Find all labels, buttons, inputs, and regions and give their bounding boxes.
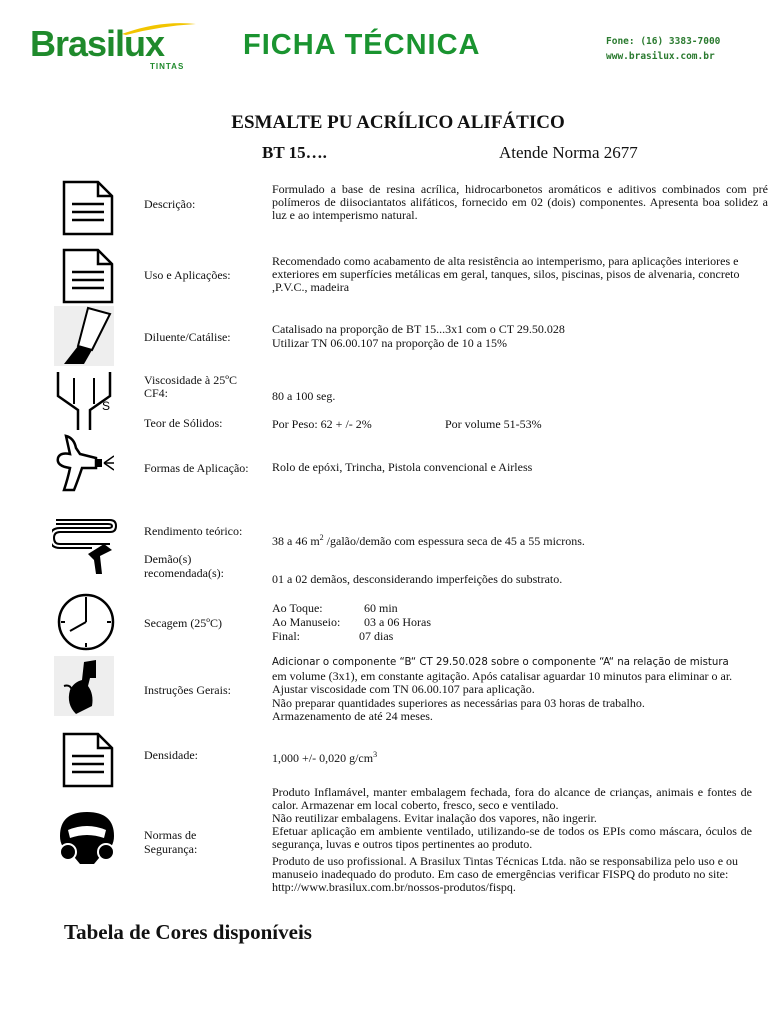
value-demaos: 01 a 02 demãos, desconsiderando imperfeições do substrato.	[272, 572, 563, 586]
product-code: BT 15….	[262, 143, 327, 162]
value-normas-p2: Não reutilizar embalagens. Evitar inalação dos vapores, não ingerir.	[272, 811, 597, 825]
value-instrucoes-line1: Adicionar o componente “B“ CT 29.50.028 sobre o componente “A“ na relação de mistura	[272, 657, 729, 668]
value-instrucoes-line3: Não preparar quantidades superiores as necessárias para 03 horas de trabalho.	[272, 696, 645, 710]
document-title: FICHA TÉCNICA	[243, 29, 481, 61]
label-demaos-recomendadas: recomendada(s):	[144, 566, 224, 580]
label-densidade: Densidade:	[144, 748, 198, 762]
secagem-final-value: 07 dias	[359, 629, 394, 643]
label-rendimento: Rendimento teórico:	[144, 524, 243, 538]
label-formas-aplicacao: Formas de Aplicação:	[144, 461, 249, 475]
label-viscosidade-cf4: CF4:	[144, 386, 169, 400]
respirator-mask-icon	[54, 808, 120, 868]
label-demaos: Demão(s)	[144, 552, 192, 566]
value-densidade: 1,000 +/- 0,020 $g/cm^3$	[272, 750, 378, 765]
label-secagem: Secagem (25ºC)	[144, 616, 223, 630]
clock-icon	[56, 592, 116, 652]
label-descricao: Descrição:	[144, 197, 196, 211]
label-teor-solidos: Teor de Sólidos:	[144, 416, 223, 430]
colors-table-title: Tabela de Cores disponíveis	[64, 920, 312, 944]
document-icon	[58, 178, 118, 238]
brand-logo-subtitle: TINTAS	[150, 62, 185, 71]
product-name: ESMALTE PU ACRÍLICO ALIFÁTICO	[231, 112, 565, 133]
phone-number: Fone: (16) 3383-7000	[606, 36, 721, 47]
label-instrucoes: Instruções Gerais:	[144, 683, 231, 697]
value-normas-p1: Produto Inflamável, manter embalagem fechada, fora do alcance de crianças, animais e fontes de calor. Armazenar em local coberto, fresco, seco e ventilado.	[272, 785, 752, 812]
label-normas-seguranca: Segurança:	[144, 842, 198, 856]
value-diluente-line2: Utilizar TN 06.00.107 na proporção de 10 a 15%	[272, 336, 508, 350]
label-viscosidade: Viscosidade à 25ºC	[144, 373, 237, 387]
viscosity-cup-icon	[54, 370, 114, 430]
secagem-manuseio-key: Ao Manuseio:	[272, 615, 341, 629]
value-diluente-line1: Catalisado na proporção de BT 15...3x1 com o CT 29.50.028	[272, 322, 565, 336]
value-rendimento: 38 a 46 $m^2$ /galão/demão com espessura seca de 45 a 55 microns.	[272, 533, 585, 548]
value-normas-p4: Produto de uso profissional. A Brasilux Tintas Técnicas Ltda. não se responsabiliza pelo uso e ou manuseio inadequado do produto. Em caso de emergências verificar FISPQ do produto no site: http://www.brasilux.com.br/nossos-produtos/fispq.	[272, 854, 739, 894]
value-descricao: Formulado a base de resina acrílica, hidrocarbonetos aromáticos e aditivos combinados com pré polímeros de diisociantatos alifáticos, fornecido em 02 (dois) componentes. Apresenta boa solidez a luz e ao intemperismo natural.	[272, 182, 768, 222]
label-normas: Normas de	[144, 828, 197, 842]
document-icon	[58, 730, 118, 790]
website-link[interactable]: www.brasilux.com.br	[606, 51, 715, 62]
spatula-icon	[54, 306, 114, 366]
value-uso-aplicacoes: Recomendado como acabamento de alta resistência ao intemperismo, para aplicações interiores e exteriores em superfícies metálicas em geral, tanques, silos, piscinas, pisos de alvenaria, concreto ,P.V.C., madeira	[272, 254, 740, 294]
value-normas-p3: Efetuar aplicação em ambiente ventilado, utilizando-se de todos os EPIs como máscara, óculos de segurança, luvas e outros tipos pertinentes ao produto.	[272, 824, 752, 851]
hand-spray-icon	[54, 656, 114, 716]
value-instrucoes-line4: Armazenamento de até 24 meses.	[272, 709, 433, 723]
secagem-toque-value: 60 min	[364, 601, 398, 615]
secagem-manuseio-value: 03 a 06 Horas	[364, 615, 431, 629]
document-icon	[58, 246, 118, 306]
secagem-final-key: Final:	[272, 629, 301, 643]
secagem-toque-key: Ao Toque:	[272, 601, 323, 615]
value-instrucoes-text: em volume (3x1), em constante agitação. Após catalisar aguardar 10 minutos para eliminar o ar. Ajustar viscosidade com TN 06.00.107 para aplicação.	[272, 669, 733, 696]
value-solidos-peso: Por Peso: 62 + /- 2%	[272, 417, 372, 431]
label-diluente: Diluente/Catálise:	[144, 330, 231, 344]
brand-logo: Brasilux	[30, 23, 165, 64]
value-viscosidade: 80 a 100 seg.	[272, 389, 336, 403]
value-solidos-volume: Por volume 51-53%	[445, 417, 542, 431]
label-uso-aplicacoes: Uso e Aplicações:	[144, 268, 231, 282]
product-norm: Atende Norma 2677	[499, 143, 638, 162]
coverage-icon	[52, 514, 118, 574]
value-formas-aplicacao: Rolo de epóxi, Trincha, Pistola convencional e Airless	[272, 460, 533, 474]
spray-gun-icon	[54, 432, 114, 492]
svg-text:S: S	[102, 399, 111, 413]
